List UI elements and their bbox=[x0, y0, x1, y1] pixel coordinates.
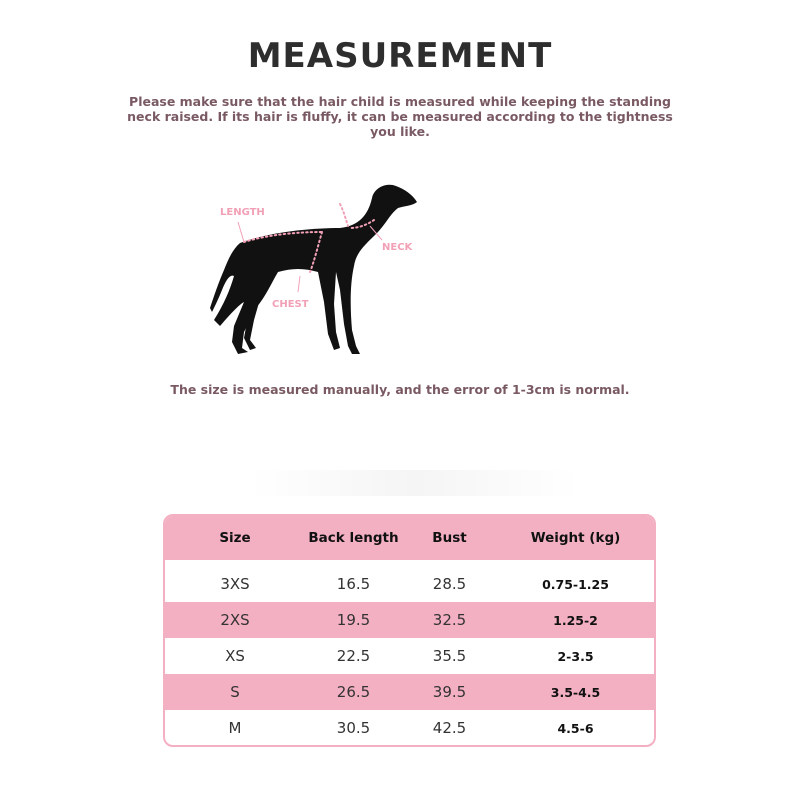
length-leader bbox=[238, 222, 244, 242]
measurement-note: The size is measured manually, and the error of 1-3cm is normal. bbox=[170, 382, 630, 397]
bust-cell: 39.5 bbox=[432, 683, 467, 701]
header-back-length: Back length bbox=[308, 530, 399, 546]
weight-cell: 3.5-4.5 bbox=[550, 684, 601, 700]
size-cell: 2XS bbox=[220, 611, 250, 629]
neck-label: NECK bbox=[382, 242, 413, 253]
weight-cell: 1.25-2 bbox=[553, 612, 598, 628]
table-row bbox=[165, 674, 654, 710]
bust-cell: 32.5 bbox=[432, 611, 467, 629]
back-length-cell: 22.5 bbox=[336, 647, 371, 665]
page-title: MEASUREMENT bbox=[247, 36, 553, 76]
measurement-instructions: Please make sure that the hair child is measured while keeping the standing neck raised. If its hair is fluffy, it can be measured according to the tightness you like. bbox=[127, 94, 673, 139]
table-row bbox=[165, 602, 654, 638]
table-row bbox=[165, 638, 654, 674]
dog-measurement-diagram bbox=[200, 180, 440, 365]
table-row bbox=[165, 710, 654, 746]
length-label: LENGTH bbox=[220, 207, 265, 218]
bust-cell: 35.5 bbox=[432, 647, 467, 665]
back-length-cell: 19.5 bbox=[336, 611, 371, 629]
size-cell: M bbox=[228, 719, 242, 737]
header-weight: Weight (kg) bbox=[530, 530, 621, 546]
greyhound-silhouette bbox=[200, 180, 440, 365]
table-row bbox=[165, 566, 654, 602]
back-length-cell: 30.5 bbox=[336, 719, 371, 737]
weight-cell: 4.5-6 bbox=[557, 720, 594, 736]
size-cell: 3XS bbox=[220, 575, 250, 593]
weight-cell: 2-3.5 bbox=[557, 648, 594, 664]
size-cell: XS bbox=[225, 647, 245, 665]
weight-cell: 0.75-1.25 bbox=[542, 576, 609, 592]
header-bust: Bust bbox=[432, 530, 467, 546]
chest-leader bbox=[298, 276, 300, 292]
bust-cell: 42.5 bbox=[432, 719, 467, 737]
size-chart-table bbox=[163, 514, 656, 747]
header-size: Size bbox=[219, 530, 251, 546]
size-cell: S bbox=[230, 683, 240, 701]
chest-label: CHEST bbox=[272, 299, 309, 310]
faded-background-text bbox=[250, 470, 580, 496]
back-length-cell: 16.5 bbox=[336, 575, 371, 593]
back-length-cell: 26.5 bbox=[336, 683, 371, 701]
bust-cell: 28.5 bbox=[432, 575, 467, 593]
table-header-row bbox=[165, 516, 654, 560]
